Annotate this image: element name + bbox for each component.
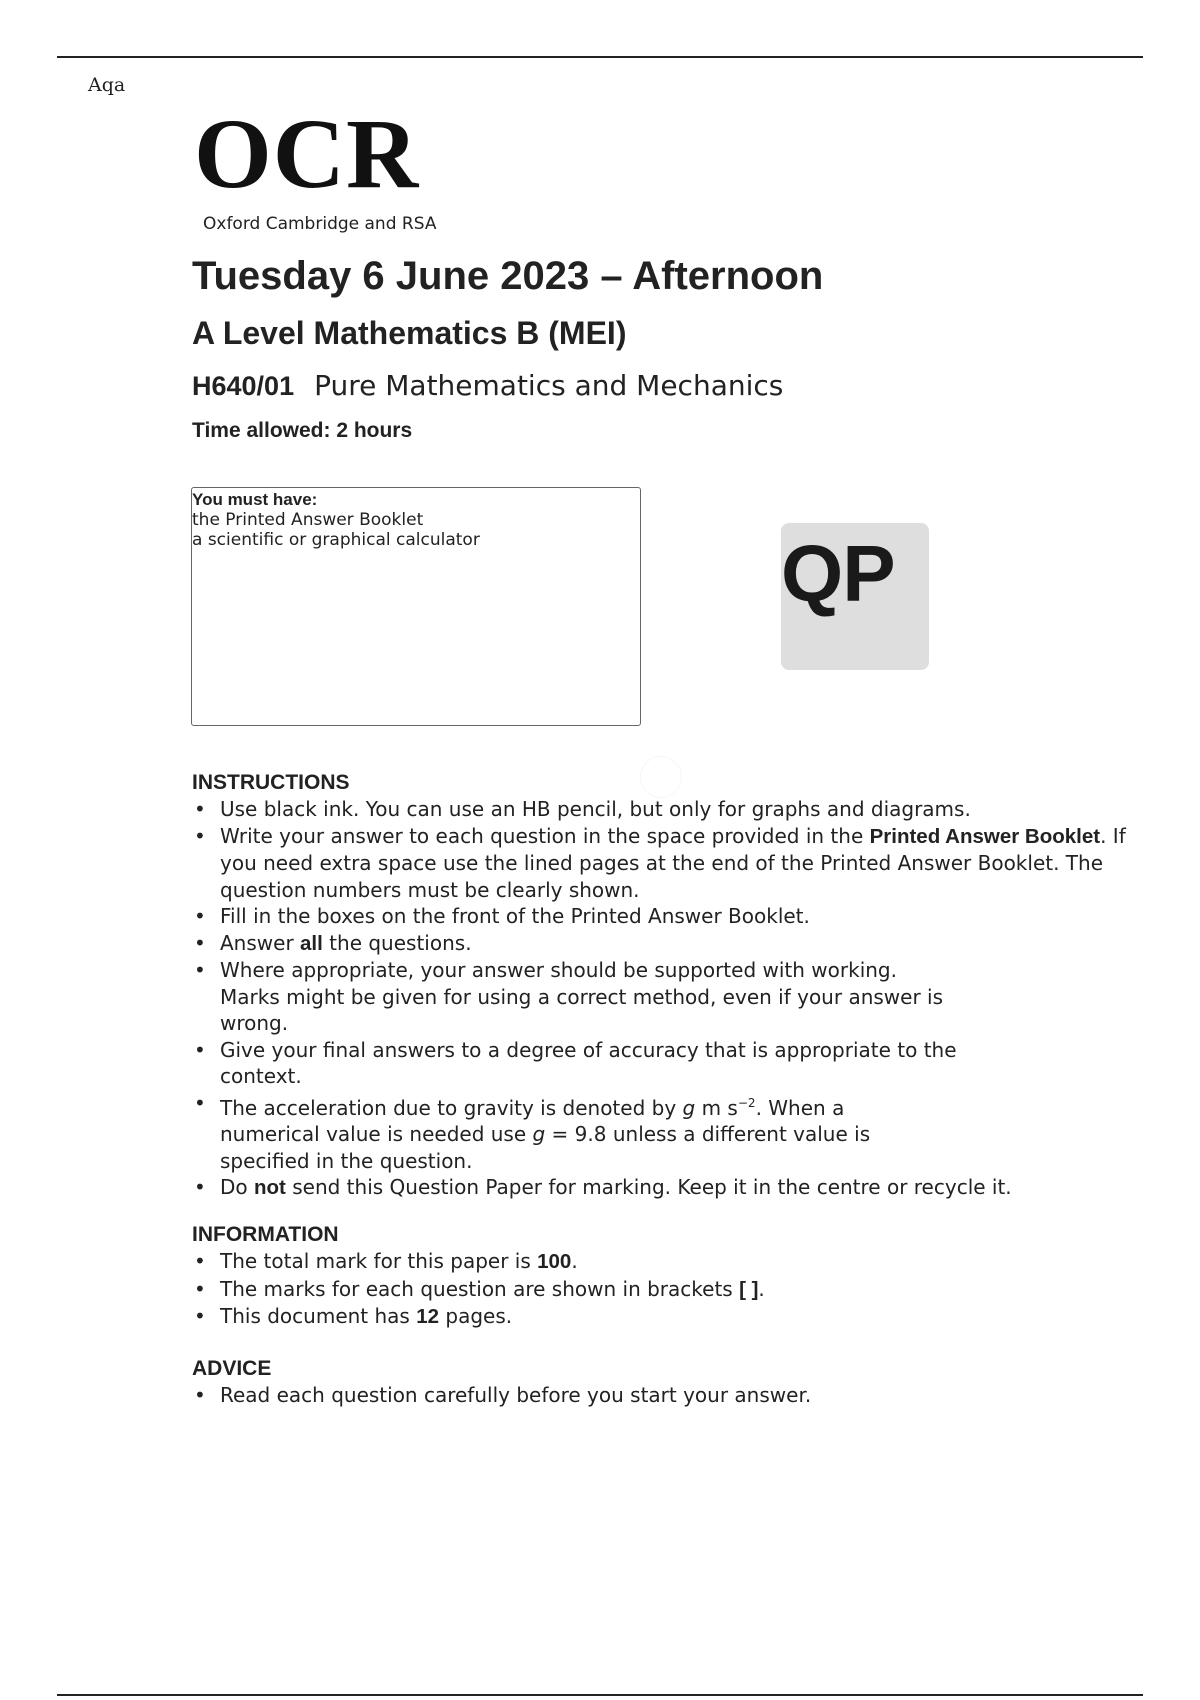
list-item: • Use black ink. You can use an HB pencil, but only for graphs and diagrams. <box>192 796 1132 823</box>
exam-subject: A Level Mathematics B (MEI) <box>192 315 627 351</box>
time-allowed: Time allowed: 2 hours <box>192 419 413 442</box>
logo-subtitle: Oxford Cambridge and RSA <box>203 214 437 234</box>
list-item: • Answer all the questions. <box>192 930 1132 958</box>
information-heading: INFORMATION <box>192 1223 339 1246</box>
ocr-logo <box>194 98 437 234</box>
list-item: • Read each question carefully before you start your answer. <box>192 1382 1132 1409</box>
paper-code: H640/01 <box>192 371 295 401</box>
instructions-list <box>192 796 1132 1202</box>
advice-heading: ADVICE <box>192 1357 272 1380</box>
list-item: • This document has 12 pages. <box>192 1303 1132 1331</box>
must-have-title: You must have: <box>192 490 318 509</box>
information-list <box>192 1248 1132 1331</box>
information-section <box>192 1222 1132 1331</box>
logo-wordmark: OCR <box>194 98 420 209</box>
list-item: • The marks for each question are shown in brackets [ ]. <box>192 1276 1132 1304</box>
top-rule <box>57 56 1143 58</box>
list-item: • Fill in the boxes on the front of the Printed Answer Booklet. <box>192 903 1132 930</box>
advice-list <box>192 1382 1132 1409</box>
bottom-rule <box>57 1694 1143 1696</box>
list-item: • Write your answer to each question in the space provided in the Printed Answer Booklet. If you need extra space use the lined pages at the end of the Printed Answer Booklet. The question numbers must be clearly shown. <box>192 823 1132 904</box>
paper-name: Pure Mathematics and Mechanics <box>314 369 784 402</box>
list-item: • The total mark for this paper is 100. <box>192 1248 1132 1276</box>
exam-date-title: Tuesday 6 June 2023 – Afternoon <box>192 254 824 298</box>
list-item: • The acceleration due to gravity is denoted by g m $s^{-2}$. When a numerical value is needed use g = 9.8 unless a different value is specified in the question. <box>192 1090 1132 1175</box>
must-have-item: the Printed Answer Booklet <box>192 510 424 530</box>
list-item: • Give your final answers to a degree of accuracy that is appropriate to the context. <box>192 1037 1132 1090</box>
instructions-section <box>192 770 1132 1202</box>
qp-badge <box>781 523 929 670</box>
must-have-box <box>191 487 641 726</box>
list-item: • Where appropriate, your answer should be supported with working. Marks might be given for using a correct method, even if your answer is wrong. <box>192 957 1132 1037</box>
qp-badge-label: QP <box>781 529 895 618</box>
instructions-heading: INSTRUCTIONS <box>192 771 350 794</box>
list-item: • Do not send this Question Paper for marking. Keep it in the centre or recycle it. <box>192 1174 1132 1202</box>
header-note: Aqa <box>88 74 126 96</box>
advice-section <box>192 1356 1132 1409</box>
paper-line <box>192 368 783 408</box>
must-have-item: a scientific or graphical calculator <box>192 530 480 550</box>
